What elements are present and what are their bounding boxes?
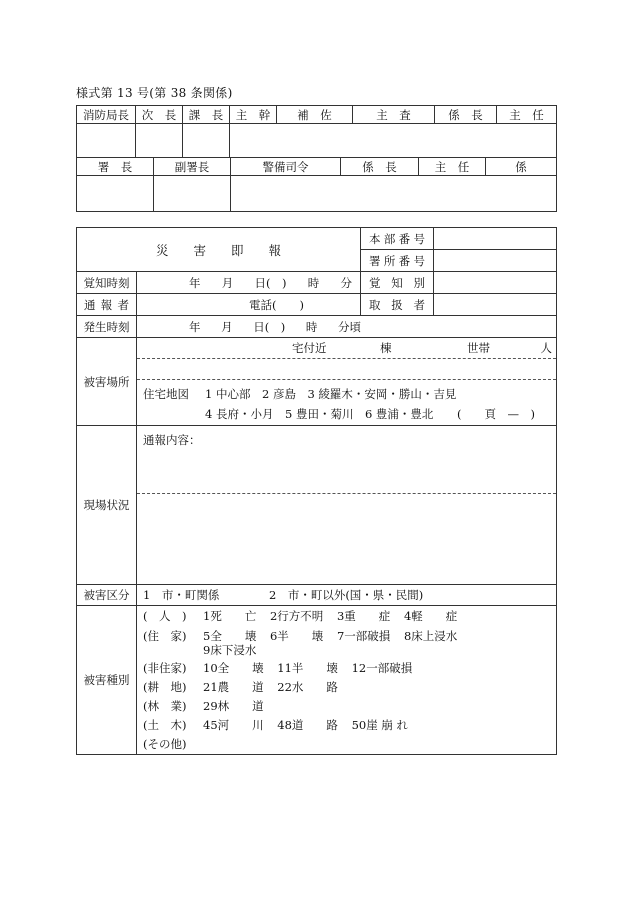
day-unit: 日( )	[254, 275, 287, 290]
tsuhosha-field[interactable]	[137, 294, 361, 316]
honbu-number-field[interactable]	[434, 228, 557, 250]
kakuchi-betsu-field[interactable]	[434, 272, 557, 294]
tsuho-naiyo-label: 通報内容：	[143, 433, 201, 447]
higai-basho-label: 被害場所	[77, 338, 137, 426]
kind-item[interactable]: 45河 川	[203, 718, 264, 732]
genba-label: 現場状況	[77, 426, 137, 585]
day-unit: 日( )	[253, 319, 286, 334]
approval-title-cell: 主 任	[497, 106, 557, 124]
kind-row-nonhouse	[143, 657, 550, 678]
minute-unit: 分	[340, 275, 352, 290]
kind-row-house	[143, 626, 550, 657]
map-label: 住宅地図	[143, 387, 189, 401]
approval-title-cell: 課 長	[183, 106, 230, 124]
higai-shubetsu-field[interactable]	[137, 606, 557, 755]
approval-title-cell: 消防局長	[77, 106, 136, 124]
kind-item[interactable]: 29林 道	[203, 699, 264, 713]
report-title: 災 害 即 報	[77, 228, 361, 272]
building-unit: 棟	[380, 341, 392, 355]
stamp-box-wide[interactable]	[231, 176, 557, 212]
hassei-time-label: 発生時刻	[77, 316, 137, 338]
kind-item[interactable]: 11半 壊	[277, 661, 338, 675]
month-unit: 月	[221, 275, 234, 290]
kind-label: (非住家)	[143, 661, 187, 675]
kind-item[interactable]: 12一部破損	[351, 661, 413, 675]
approval-title-cell: 署 長	[77, 158, 154, 176]
kind-label: (住 家)	[143, 629, 187, 643]
kind-item[interactable]: 50崖 崩 れ	[351, 718, 409, 732]
kind-item[interactable]: 6半 壊	[269, 629, 324, 643]
approval-title-cell: 係 長	[435, 106, 497, 124]
approval-table-1	[76, 105, 557, 158]
hour-unit: 時	[307, 275, 320, 290]
stamp-box[interactable]	[154, 176, 231, 212]
stamp-box[interactable]	[77, 124, 136, 158]
kind-item[interactable]: 10全 壊	[203, 661, 264, 675]
kind-item[interactable]: 9床下浸水	[203, 643, 257, 657]
kind-item[interactable]: 5全 壊	[203, 629, 257, 643]
disaster-report-table	[76, 227, 557, 755]
approval-title-cell: 係	[486, 158, 557, 176]
kind-row-person	[143, 607, 550, 626]
approval-title-cell: 補 佐	[277, 106, 353, 124]
kind-item[interactable]: 3重 症	[336, 609, 391, 623]
approval-title-cell: 主 幹	[230, 106, 277, 124]
year-unit: 年	[189, 275, 201, 290]
shosho-number-field[interactable]	[434, 250, 557, 272]
higai-basho-field[interactable]	[137, 338, 557, 426]
kakuchi-time-field[interactable]	[137, 272, 361, 294]
kind-item[interactable]: 2行方不明	[269, 609, 324, 623]
kind-label: (耕 地)	[143, 680, 187, 694]
kind-label: (その他)	[143, 737, 187, 751]
genba-field[interactable]	[137, 426, 557, 585]
approval-title-cell: 主 任	[419, 158, 486, 176]
stamp-box-wide[interactable]	[230, 124, 557, 158]
kind-row-civil	[143, 716, 550, 735]
household-unit: 世帯	[467, 341, 490, 355]
higai-kubun-label: 被害区分	[77, 585, 137, 606]
approval-title-cell: 副署長	[154, 158, 231, 176]
hour-unit: 時	[305, 319, 318, 334]
kubun-option-2[interactable]: 2 市・町以外(国・県・民間)	[269, 588, 424, 602]
toriatsukai-label: 取 扱 者	[361, 294, 434, 316]
page-reference: ( 頁 — )	[457, 407, 535, 421]
kind-label: (土 木)	[143, 718, 187, 732]
form-title: 様式第 13 号(第 38 条関係)	[76, 86, 233, 100]
stamp-box[interactable]	[183, 124, 230, 158]
kubun-option-1[interactable]: 1 市・町関係	[143, 588, 220, 602]
kind-item[interactable]: 7一部破損	[336, 629, 391, 643]
approval-header-row-1	[77, 106, 557, 124]
kind-item[interactable]: 21農 道	[203, 680, 264, 694]
shosho-number-label: 署 所 番 号	[361, 250, 434, 272]
approval-title-cell: 次 長	[136, 106, 183, 124]
stamp-box[interactable]	[136, 124, 183, 158]
kind-row-farmland	[143, 678, 550, 697]
year-unit: 年	[189, 319, 201, 334]
kind-row-forestry	[143, 697, 550, 716]
phone-label: 電話( )	[249, 297, 304, 312]
person-unit: 人	[540, 341, 553, 355]
tsuhosha-label: 通 報 者	[77, 294, 137, 316]
approval-title-cell: 警備司令	[231, 158, 341, 176]
approval-title-cell: 主 査	[353, 106, 435, 124]
hassei-time-field[interactable]	[137, 316, 557, 338]
higai-kubun-field[interactable]	[137, 585, 557, 606]
month-unit: 月	[221, 319, 233, 334]
kind-item[interactable]: 8床上浸水	[403, 629, 458, 643]
kind-item[interactable]: 4軽 症	[403, 609, 458, 623]
approval-table-2	[76, 157, 557, 212]
kind-label: ( 人 )	[143, 609, 187, 623]
kind-label: (林 業)	[143, 699, 187, 713]
kind-item[interactable]: 48道 路	[277, 718, 338, 732]
higai-shubetsu-label: 被害種別	[77, 606, 137, 755]
near-house-unit: 宅付近	[292, 341, 327, 355]
kakuchi-time-label: 覚知時刻	[77, 272, 137, 294]
kakuchi-betsu-label: 覚 知 別	[361, 272, 434, 294]
map-areas-1: 1 中心部 2 彦島 3 綾羅木・安岡・勝山・吉見	[205, 387, 457, 401]
honbu-number-label: 本 部 番 号	[361, 228, 434, 250]
approval-title-cell: 係 長	[341, 158, 419, 176]
minute-unit: 分頃	[337, 319, 361, 334]
kind-row-other	[143, 735, 550, 754]
stamp-box[interactable]	[77, 176, 154, 212]
kind-item[interactable]: 22水 路	[277, 680, 338, 694]
kind-item[interactable]: 1死 亡	[203, 609, 257, 623]
toriatsukai-field[interactable]	[434, 294, 557, 316]
map-areas-2: 4 長府・小月 5 豊田・菊川 6 豊浦・豊北	[205, 407, 434, 421]
